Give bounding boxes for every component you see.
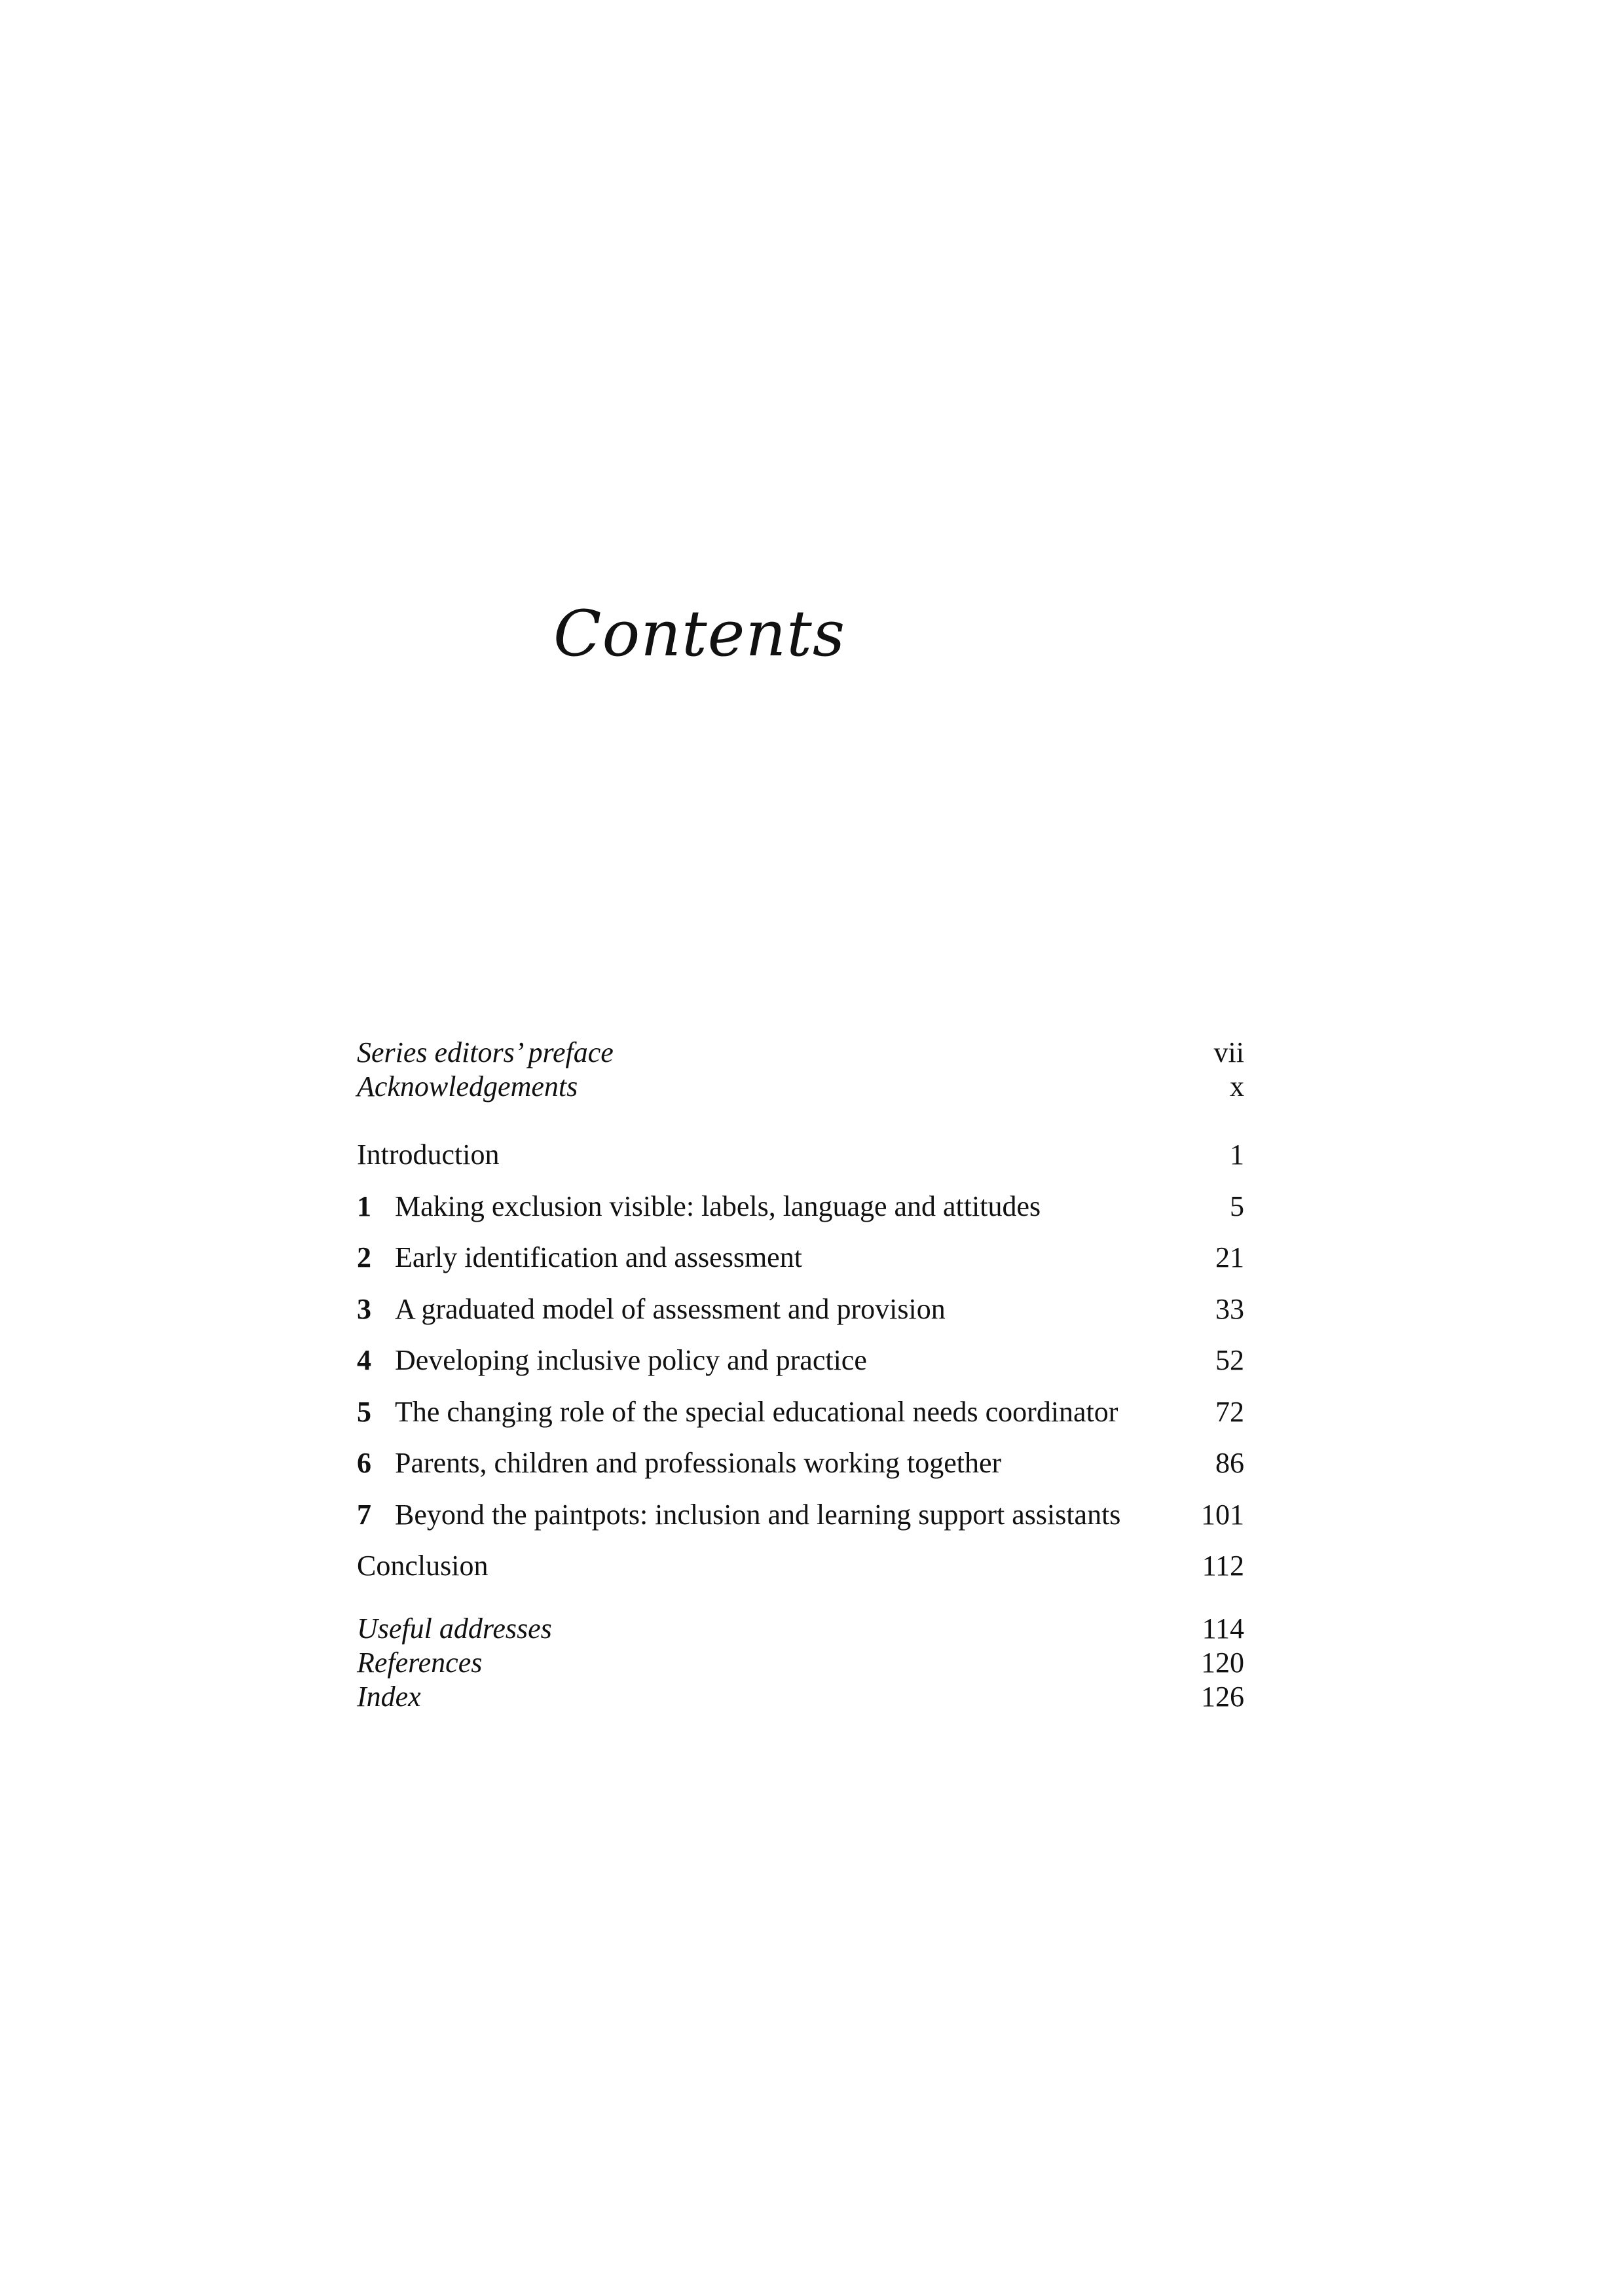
toc-entry-chapter-2[interactable] xyxy=(357,1241,1244,1292)
toc-entry-title: Series editors’ preface xyxy=(357,1036,614,1068)
toc-entry-chapter-4[interactable] xyxy=(357,1343,1244,1395)
toc-entry-title: Parents, children and professionals working together xyxy=(395,1447,1002,1479)
toc-page-number: vii xyxy=(1213,1036,1244,1068)
toc-entry-chapter-1[interactable] xyxy=(357,1190,1244,1241)
toc-entry-chapter-7[interactable] xyxy=(357,1498,1244,1550)
toc-entry-title: Useful addresses xyxy=(357,1613,552,1645)
toc-page-number: 72 xyxy=(1215,1395,1244,1428)
toc-entry-title: Early identification and assessment xyxy=(395,1241,802,1273)
toc-entry-series-editors-preface[interactable] xyxy=(357,1036,1244,1070)
toc-entry-label xyxy=(357,1646,482,1680)
toc-entry-label xyxy=(357,1549,488,1583)
toc-page-number: 52 xyxy=(1215,1344,1244,1376)
toc-entry-label xyxy=(357,1070,578,1104)
toc-front-matter xyxy=(357,1036,1244,1104)
toc-entry-chapter-6[interactable] xyxy=(357,1446,1244,1498)
toc-entry-title: Acknowledgements xyxy=(357,1070,578,1102)
toc-entry-label xyxy=(357,1680,421,1714)
toc-entry-label xyxy=(357,1343,867,1377)
page-title: Contents xyxy=(553,597,846,670)
toc-entry-label xyxy=(357,1498,1120,1532)
chapter-number: 4 xyxy=(357,1344,371,1376)
toc-entry-label xyxy=(357,1036,614,1070)
toc-page-number: 1 xyxy=(1230,1139,1244,1171)
toc-entry-references[interactable] xyxy=(357,1646,1244,1680)
toc-page-number: 5 xyxy=(1230,1190,1244,1222)
toc-entry-title: References xyxy=(357,1647,483,1679)
toc-entry-title: Beyond the paintpots: inclusion and learning support assistants xyxy=(395,1498,1121,1531)
toc-entry-title: The changing role of the special educational needs coordinator xyxy=(395,1395,1118,1428)
toc-entry-label xyxy=(357,1612,552,1646)
toc-entry-title: A graduated model of assessment and provision xyxy=(395,1292,946,1325)
toc-page-number: 101 xyxy=(1201,1498,1244,1531)
toc-entry-title: Index xyxy=(357,1681,421,1713)
toc-entry-label xyxy=(357,1446,1001,1480)
toc-main-matter xyxy=(357,1138,1244,1601)
toc-entry-conclusion[interactable] xyxy=(357,1549,1244,1601)
toc-page-number: x xyxy=(1230,1070,1244,1102)
toc-entry-label xyxy=(357,1190,1041,1224)
toc-entry-label xyxy=(357,1292,946,1326)
toc-entry-title: Conclusion xyxy=(357,1550,489,1582)
toc-entry-label xyxy=(357,1241,802,1275)
toc-page-number: 114 xyxy=(1202,1613,1244,1645)
toc-entry-title: Making exclusion visible: labels, language and attitudes xyxy=(395,1190,1041,1222)
chapter-number: 1 xyxy=(357,1190,371,1222)
chapter-number: 3 xyxy=(357,1292,371,1325)
chapter-number: 7 xyxy=(357,1498,371,1531)
chapter-number: 6 xyxy=(357,1447,371,1479)
chapter-number: 5 xyxy=(357,1395,371,1428)
toc-page-number: 21 xyxy=(1215,1241,1244,1273)
toc-entry-label xyxy=(357,1395,1118,1429)
toc-entry-useful-addresses[interactable] xyxy=(357,1612,1244,1646)
toc-back-matter xyxy=(357,1612,1244,1714)
toc-page-number: 126 xyxy=(1201,1681,1244,1713)
toc-page-number: 120 xyxy=(1201,1647,1244,1679)
toc-entry-title: Introduction xyxy=(357,1139,500,1171)
toc-entry-introduction[interactable] xyxy=(357,1138,1244,1190)
toc-entry-chapter-3[interactable] xyxy=(357,1292,1244,1344)
toc-page-number: 112 xyxy=(1202,1550,1244,1582)
chapter-number: 2 xyxy=(357,1241,371,1273)
toc-entry-acknowledgements[interactable] xyxy=(357,1070,1244,1104)
toc-entry-label xyxy=(357,1138,500,1172)
toc-entry-index[interactable] xyxy=(357,1680,1244,1714)
toc-entry-title: Developing inclusive policy and practice xyxy=(395,1344,867,1376)
toc-page-number: 86 xyxy=(1215,1447,1244,1479)
toc-entry-chapter-5[interactable] xyxy=(357,1395,1244,1447)
toc-page-number: 33 xyxy=(1215,1292,1244,1325)
